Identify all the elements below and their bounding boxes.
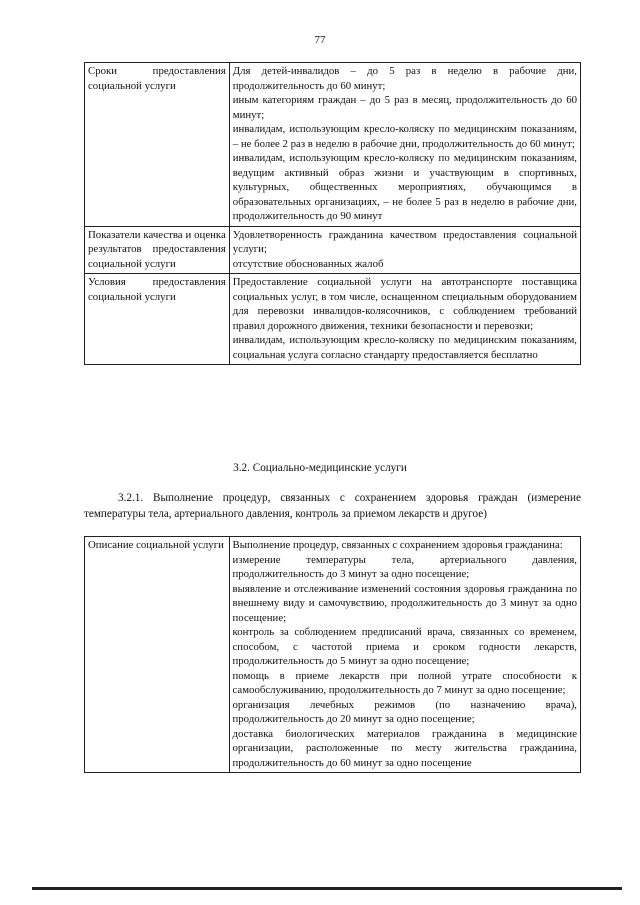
table-row bbox=[85, 537, 581, 773]
row-content bbox=[229, 63, 580, 227]
section-heading: 3.2. Социально-медицинские услуги bbox=[233, 462, 407, 474]
bottom-rule bbox=[32, 887, 622, 890]
row-label: Условия предоставления социальной услуги bbox=[85, 274, 230, 365]
service-terms-table bbox=[84, 62, 581, 365]
content-line: контроль за соблюдением предписаний врача, связанных со временем, способом, с частотой приема и сроком годности лекарств, продолжительность до 5 минут за одно посещение; bbox=[232, 626, 577, 667]
content-line: измерение температуры тела, артериального давления, продолжительность до 3 минут за одно посещение; bbox=[232, 553, 577, 580]
content-line: помощь в приеме лекарств при полной утрате способности к самообслуживанию, продолжительность до 7 минут за одно посещение; bbox=[232, 669, 577, 696]
row-content bbox=[229, 226, 580, 274]
row-content bbox=[229, 274, 580, 365]
row-label: Показатели качества и оценка результатов предоставления социальной услуги bbox=[85, 226, 230, 274]
content-line: инвалидам, использующим кресло-коляску по медицинским показаниям, ведущим активный образ жизни и участвующим в спортивных, культурных, общественных мероприятиях, обучающимся в образовательных организациях, – не более 5 раз в неделю в рабочие дни, продолжительность до 90 минут bbox=[232, 152, 577, 222]
content-line: инвалидам, использующим кресло-коляску по медицинским показаниям, социальная услуга согласно стандарту предоставляется бесплатно bbox=[232, 334, 577, 361]
content-line: Выполнение процедур, связанных с сохранением здоровья гражданина: bbox=[232, 539, 563, 551]
content-line: доставка биологических материалов гражданина в медицинские организации, расположенные по месту жительства гражданина, продолжительность до 60 минут за одно посещение bbox=[232, 727, 577, 769]
content-line: Предоставление социальной услуги на автотранспорте поставщика социальных услуг, в том числе, оснащенном специальным оборудованием для перевозки инвалидов-колясочников, с соблюдением требований правил дорожного движения, техники безопасности и перевозки; bbox=[232, 276, 577, 332]
content-line: выявление и отслеживание изменений состояния здоровья гражданина по внешнему виду и самочувствию, продолжительность до 3 минут за одно посещение; bbox=[232, 582, 577, 624]
service-title: 3.2.1. Выполнение процедур, связанных с сохранением здоровья граждан (измерение температуры тела, артериального давления, контроль за приемом лекарств и другое) bbox=[84, 492, 581, 520]
row-content bbox=[229, 537, 581, 773]
table-row bbox=[85, 274, 581, 365]
row-label: Сроки предоставления социальной услуги bbox=[85, 63, 230, 227]
content-line: организация лечебных режимов (по назначению врача), продолжительность до 20 минут за одно посещение; bbox=[232, 698, 577, 725]
table-row bbox=[85, 63, 581, 227]
page-number: 77 bbox=[314, 34, 326, 46]
content-line: инвалидам, использующим кресло-коляску по медицинским показаниям, – не более 2 раз в неделю в рабочие дни, продолжительность до 60 минут; bbox=[232, 123, 577, 150]
content-line: Удовлетворенность гражданина качеством предоставления социальной услуги; bbox=[232, 228, 577, 255]
row-label: Описание социальной услуги bbox=[85, 537, 230, 773]
content-line: отсутствие обоснованных жалоб bbox=[232, 257, 384, 270]
service-description-table bbox=[84, 536, 581, 773]
content-line: Для детей-инвалидов – до 5 раз в неделю в рабочие дни, продолжительность до 60 минут; bbox=[232, 65, 577, 92]
content-line: иным категориям граждан – до 5 раз в месяц, продолжительность до 60 минут; bbox=[232, 94, 577, 121]
table-row bbox=[85, 226, 581, 274]
